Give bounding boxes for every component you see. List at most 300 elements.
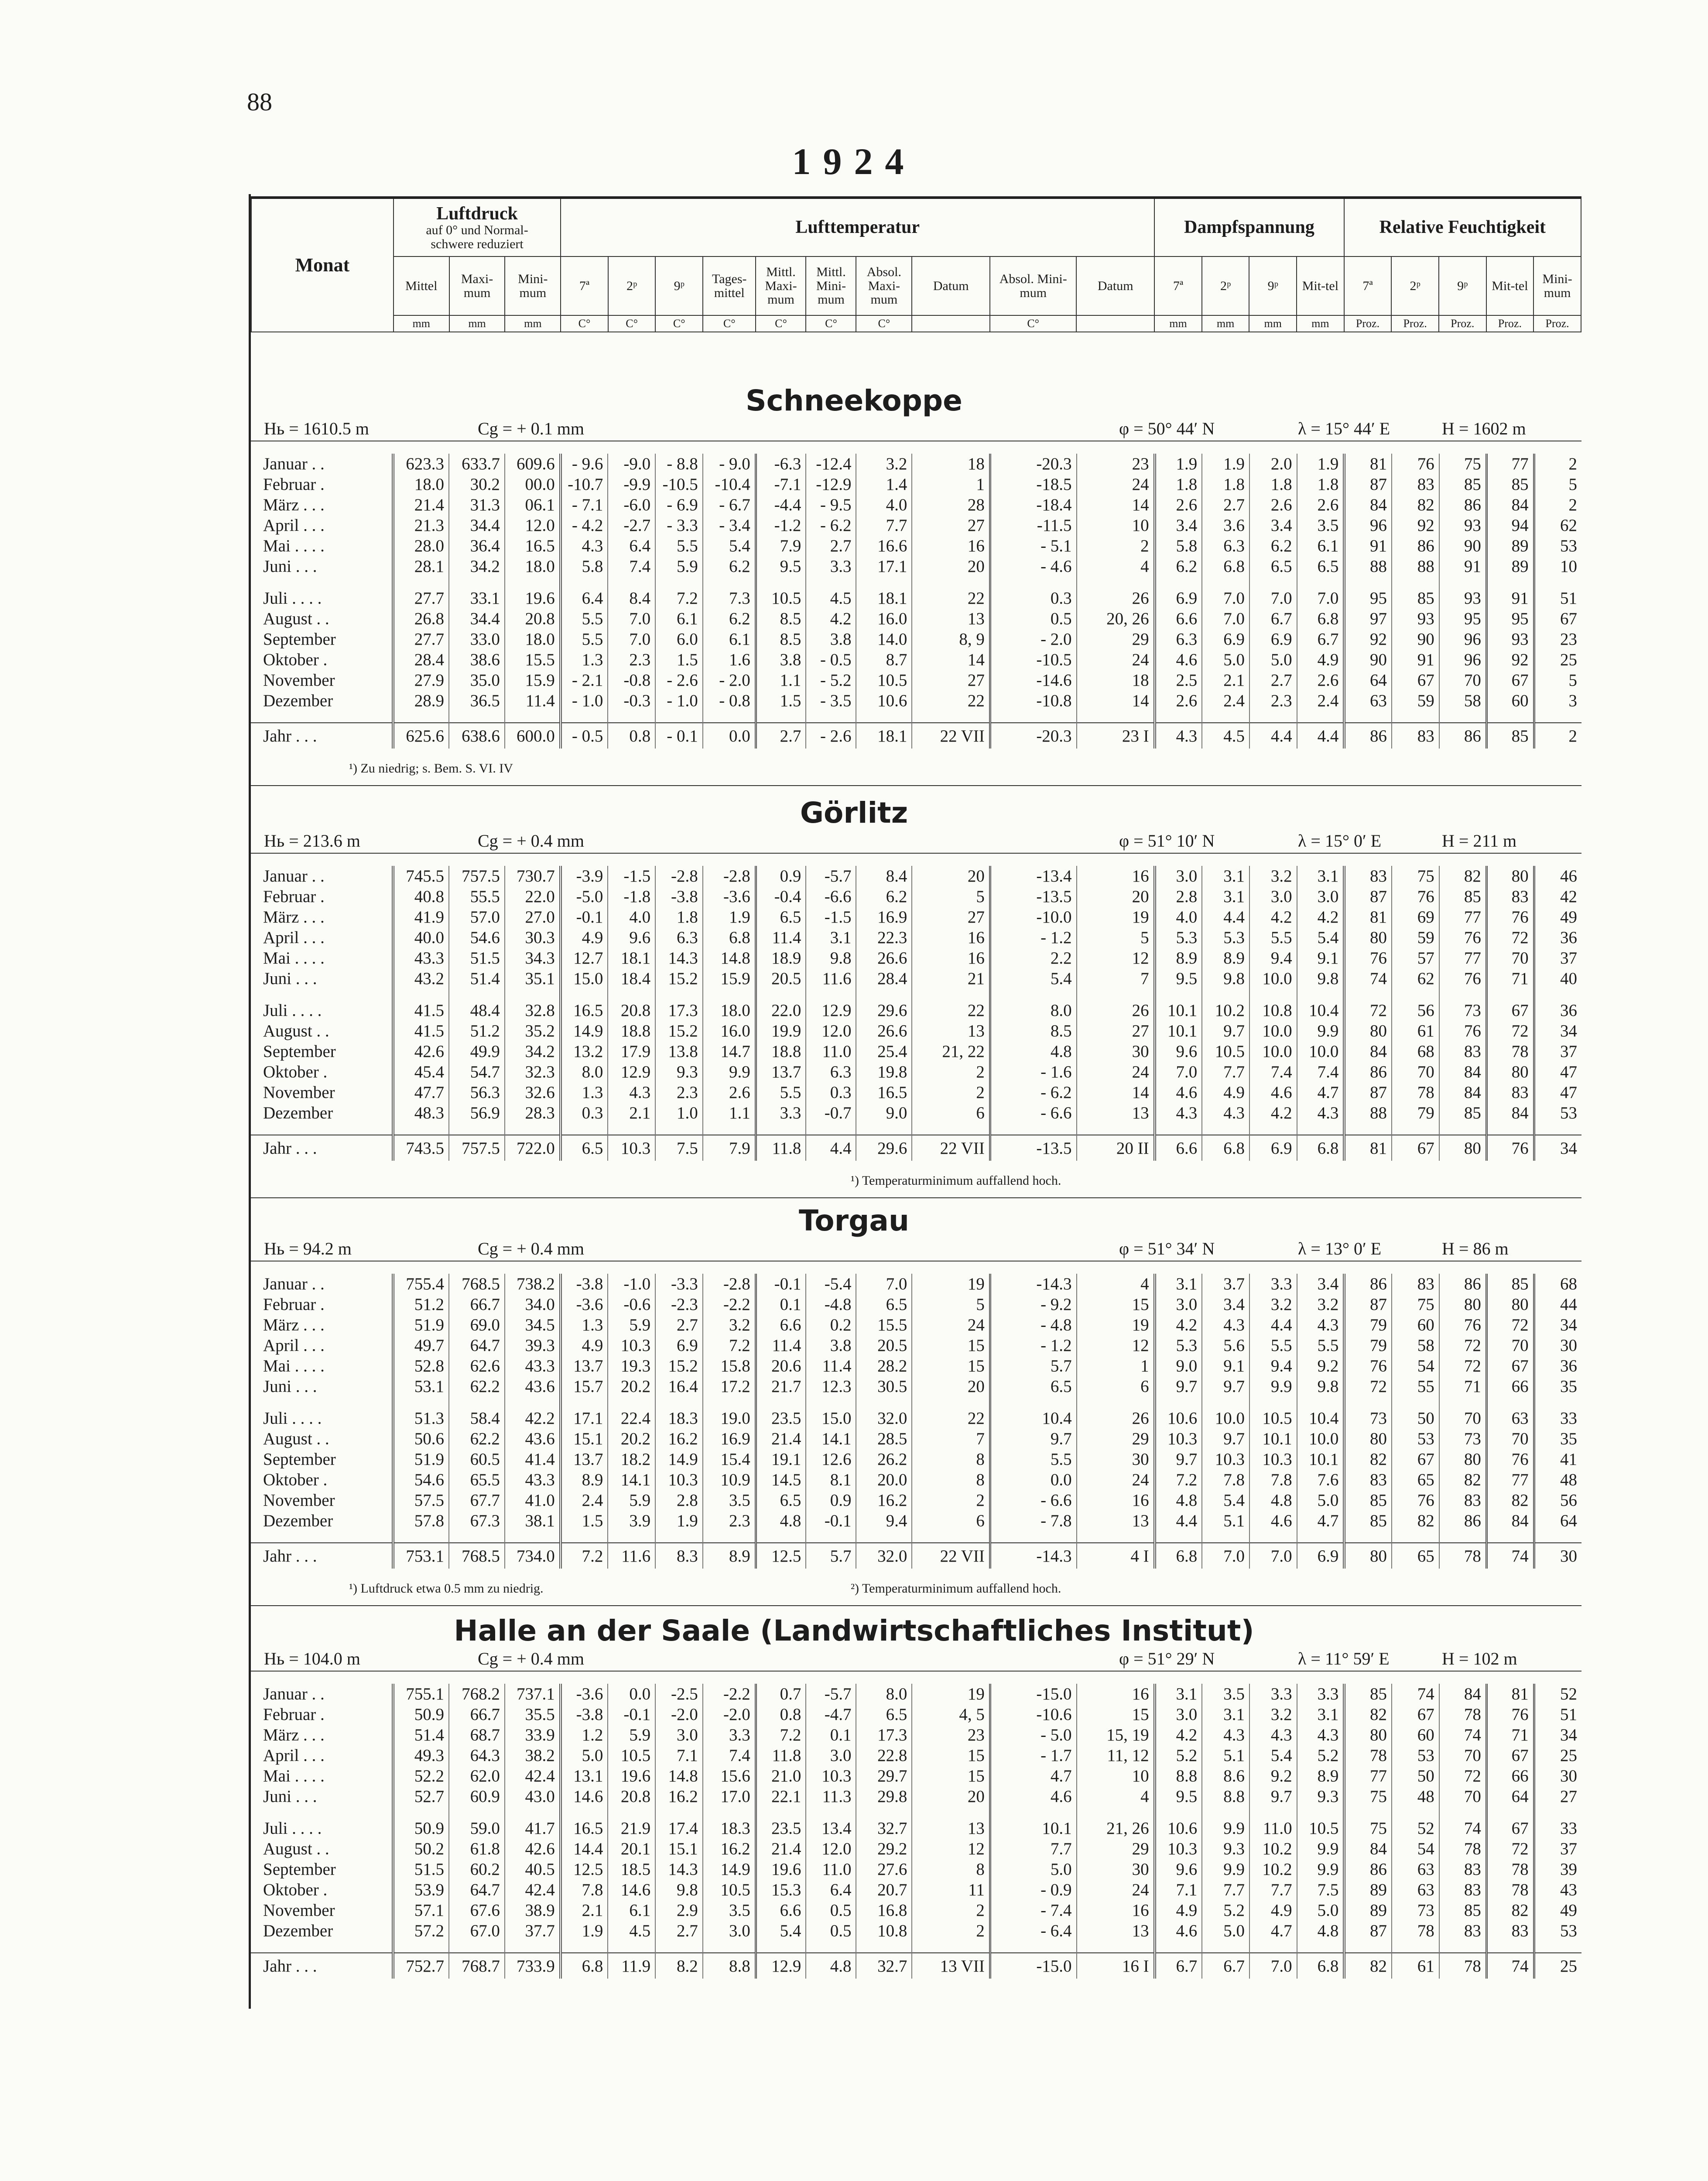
data-cell: 63 bbox=[1344, 691, 1392, 711]
table-row bbox=[251, 1041, 1581, 1062]
data-cell: 41.7 bbox=[505, 1818, 561, 1839]
data-cell: 22 VII bbox=[912, 1135, 990, 1161]
data-cell: 9.5 bbox=[1155, 968, 1202, 989]
data-cell: 6.2 bbox=[1249, 536, 1297, 556]
data-cell: 28.4 bbox=[393, 650, 449, 670]
data-cell: 3.5 bbox=[703, 1490, 756, 1511]
data-cell: 67 bbox=[1486, 1000, 1534, 1021]
data-cell: 24 bbox=[1077, 1062, 1155, 1082]
data-cell: -3.6 bbox=[561, 1294, 608, 1315]
table-row bbox=[251, 1818, 1581, 1839]
data-cell: 5.9 bbox=[655, 556, 703, 577]
data-cell: -7.1 bbox=[756, 474, 806, 495]
data-cell: 58 bbox=[1439, 691, 1487, 711]
data-cell: 32.8 bbox=[505, 1000, 561, 1021]
data-cell: 30 bbox=[1077, 1449, 1155, 1470]
data-cell: 8 bbox=[912, 1859, 990, 1880]
data-cell: 27 bbox=[912, 907, 990, 927]
data-cell: 60.2 bbox=[449, 1859, 505, 1880]
data-cell: -5.7 bbox=[806, 1684, 856, 1704]
station-h: H = 211 m bbox=[1442, 831, 1517, 851]
data-cell: 72 bbox=[1344, 1376, 1392, 1397]
data-cell: 93 bbox=[1486, 629, 1534, 650]
data-cell: 55 bbox=[1392, 1376, 1439, 1397]
data-cell: 83 bbox=[1439, 1859, 1487, 1880]
data-cell: 10.5 bbox=[1249, 1408, 1297, 1429]
data-cell: 10.4 bbox=[1297, 1408, 1345, 1429]
data-cell: 6.5 bbox=[756, 907, 806, 927]
data-cell: 8, 9 bbox=[912, 629, 990, 650]
table-row bbox=[251, 588, 1581, 608]
data-cell: 9.4 bbox=[1249, 948, 1297, 968]
month-label: August . . bbox=[263, 1839, 329, 1858]
data-cell: 35.2 bbox=[505, 1021, 561, 1041]
data-cell: 23 bbox=[1077, 454, 1155, 474]
data-cell: 79 bbox=[1344, 1335, 1392, 1356]
data-cell: 19.6 bbox=[608, 1766, 655, 1786]
data-cell: 7.0 bbox=[1202, 588, 1249, 608]
data-cell: 83 bbox=[1344, 866, 1392, 886]
data-cell: 1.3 bbox=[561, 1315, 608, 1335]
data-cell: 81 bbox=[1344, 907, 1392, 927]
data-cell: 72 bbox=[1486, 1021, 1534, 1041]
data-cell: 32.6 bbox=[505, 1082, 561, 1103]
data-cell: 16.5 bbox=[561, 1000, 608, 1021]
table-row bbox=[251, 608, 1581, 629]
data-cell: 42.6 bbox=[505, 1839, 561, 1859]
data-cell: -3.8 bbox=[561, 1704, 608, 1725]
data-cell: 5.3 bbox=[1155, 927, 1202, 948]
data-cell: 21.4 bbox=[756, 1429, 806, 1449]
data-cell: 12 bbox=[1077, 1335, 1155, 1356]
month-label: Februar . bbox=[263, 887, 325, 906]
data-cell: 34.4 bbox=[449, 515, 505, 536]
data-cell: 0.0 bbox=[703, 723, 756, 749]
header-lufttemperatur: Lufttemperatur bbox=[561, 198, 1154, 256]
data-cell: 2.8 bbox=[1155, 886, 1202, 907]
data-cell: 76 bbox=[1344, 948, 1392, 968]
station-hb: Hь = 94.2 m bbox=[264, 1239, 352, 1258]
data-cell: 51.5 bbox=[393, 1859, 449, 1880]
data-cell: 4.2 bbox=[1249, 1103, 1297, 1123]
data-cell: 13.1 bbox=[561, 1766, 608, 1786]
data-cell: - 9.5 bbox=[806, 495, 856, 515]
data-cell: 76 bbox=[1486, 907, 1534, 927]
data-cell: 28 bbox=[912, 495, 990, 515]
data-cell: 12.5 bbox=[756, 1543, 806, 1569]
data-cell: 13 bbox=[912, 1021, 990, 1041]
data-cell: 64 bbox=[1486, 1786, 1534, 1807]
data-cell: 5.4 bbox=[1249, 1745, 1297, 1766]
data-cell: 7.0 bbox=[608, 608, 655, 629]
data-cell: 745.5 bbox=[393, 866, 449, 886]
data-cell: 12.0 bbox=[806, 1839, 856, 1859]
data-cell: 5.5 bbox=[990, 1449, 1076, 1470]
data-cell: 16.5 bbox=[561, 1818, 608, 1839]
station-title: Halle an der Saale (Landwirtschaftliches Institut) bbox=[454, 1614, 1254, 1648]
data-cell: 35 bbox=[1534, 1376, 1581, 1397]
data-cell: 6.7 bbox=[1155, 1953, 1202, 1979]
data-cell: 737.1 bbox=[505, 1684, 561, 1704]
station-data-table bbox=[251, 1684, 1581, 1979]
data-cell: 10.0 bbox=[1249, 968, 1297, 989]
data-cell: -12.4 bbox=[806, 454, 856, 474]
data-cell: 52.2 bbox=[393, 1766, 449, 1786]
data-cell: 20.1 bbox=[608, 1839, 655, 1859]
data-cell: 11.0 bbox=[806, 1859, 856, 1880]
data-cell: 768.7 bbox=[449, 1953, 505, 1979]
data-cell: 6.6 bbox=[756, 1900, 806, 1921]
data-cell: 89 bbox=[1344, 1900, 1392, 1921]
column-header-cell: Mittel bbox=[394, 256, 449, 315]
data-cell: 9.8 bbox=[1297, 968, 1345, 989]
data-cell: 5.7 bbox=[806, 1543, 856, 1569]
data-cell: 20.5 bbox=[756, 968, 806, 989]
table-row bbox=[251, 907, 1581, 927]
data-cell: -5.0 bbox=[561, 886, 608, 907]
data-cell: 29 bbox=[1077, 629, 1155, 650]
data-cell: 49 bbox=[1534, 907, 1581, 927]
data-cell: 53 bbox=[1534, 536, 1581, 556]
data-cell: 78 bbox=[1439, 1704, 1487, 1725]
data-cell: 64.3 bbox=[449, 1745, 505, 1766]
data-cell: 43 bbox=[1534, 1880, 1581, 1900]
data-cell: 62 bbox=[1534, 515, 1581, 536]
data-cell: -3.6 bbox=[561, 1684, 608, 1704]
data-cell: 15.1 bbox=[561, 1429, 608, 1449]
data-cell: 7.4 bbox=[608, 556, 655, 577]
data-cell: -18.5 bbox=[990, 474, 1076, 495]
data-cell: 6.3 bbox=[1202, 536, 1249, 556]
data-cell: 83 bbox=[1344, 1470, 1392, 1490]
data-cell: 3.1 bbox=[806, 927, 856, 948]
data-cell: 15.0 bbox=[806, 1408, 856, 1429]
data-cell: 9.0 bbox=[1155, 1356, 1202, 1376]
data-cell: 17.1 bbox=[856, 556, 912, 577]
data-cell: 6.3 bbox=[806, 1062, 856, 1082]
table-row bbox=[251, 1684, 1581, 1704]
data-cell: 54.6 bbox=[393, 1470, 449, 1490]
footnote: ¹) Zu niedrig; s. Bem. S. VI. IV bbox=[349, 761, 513, 776]
data-cell: 4.5 bbox=[806, 588, 856, 608]
data-cell: 5.9 bbox=[608, 1315, 655, 1335]
data-cell: 49.9 bbox=[449, 1041, 505, 1062]
data-cell: 6.8 bbox=[1202, 1135, 1249, 1161]
data-cell: -3.6 bbox=[703, 886, 756, 907]
data-cell: 76 bbox=[1392, 454, 1439, 474]
data-cell: 16 bbox=[1077, 1684, 1155, 1704]
data-cell: 3.2 bbox=[856, 454, 912, 474]
data-cell: 78 bbox=[1439, 1839, 1487, 1859]
data-cell: 56 bbox=[1534, 1490, 1581, 1511]
data-cell: 53.9 bbox=[393, 1880, 449, 1900]
column-unit-cell: Proz. bbox=[1439, 315, 1486, 332]
month-label: Juni . . . bbox=[263, 557, 317, 576]
station-meta bbox=[251, 1649, 1581, 1672]
data-cell: 8.5 bbox=[756, 629, 806, 650]
data-cell: 10.6 bbox=[1155, 1408, 1202, 1429]
data-cell: 42.6 bbox=[393, 1041, 449, 1062]
data-cell: 10.1 bbox=[1297, 1449, 1345, 1470]
data-cell: 53 bbox=[1534, 1921, 1581, 1941]
data-cell: 19 bbox=[1077, 1315, 1155, 1335]
data-cell: 4.3 bbox=[1249, 1725, 1297, 1745]
data-cell: 63 bbox=[1486, 1408, 1534, 1429]
data-cell: - 1.7 bbox=[990, 1745, 1076, 1766]
data-cell: 6.8 bbox=[561, 1953, 608, 1979]
data-cell: 38.9 bbox=[505, 1900, 561, 1921]
data-cell: 10.1 bbox=[1155, 1000, 1202, 1021]
data-cell: 0.8 bbox=[756, 1704, 806, 1725]
data-cell: 34.4 bbox=[449, 608, 505, 629]
data-cell: -0.4 bbox=[756, 886, 806, 907]
data-cell: 3.1 bbox=[1202, 1704, 1249, 1725]
data-cell: 86 bbox=[1439, 1274, 1487, 1294]
data-cell: -2.0 bbox=[703, 1704, 756, 1725]
data-cell: 86 bbox=[1392, 536, 1439, 556]
data-cell: 41.0 bbox=[505, 1490, 561, 1511]
data-cell: 22 bbox=[912, 1408, 990, 1429]
data-cell: 2.6 bbox=[1155, 495, 1202, 515]
data-cell: 70 bbox=[1439, 670, 1487, 691]
data-cell: - 8.8 bbox=[655, 454, 703, 474]
data-cell: 2.6 bbox=[703, 1082, 756, 1103]
data-cell: 30.3 bbox=[505, 927, 561, 948]
month-label: August . . bbox=[263, 1022, 329, 1040]
table-row bbox=[251, 691, 1581, 711]
month-label: Dezember bbox=[263, 1104, 333, 1122]
station-cg: Cg = + 0.4 mm bbox=[478, 831, 585, 851]
data-cell: 16.2 bbox=[655, 1786, 703, 1807]
data-cell: 85 bbox=[1439, 886, 1487, 907]
data-cell: 59 bbox=[1392, 691, 1439, 711]
station-lam: λ = 11° 59′ E bbox=[1298, 1649, 1390, 1668]
month-label: April . . . bbox=[263, 1336, 325, 1355]
data-cell: 78 bbox=[1486, 1041, 1534, 1062]
data-cell: 8.9 bbox=[561, 1470, 608, 1490]
data-cell: 37 bbox=[1534, 1839, 1581, 1859]
data-cell: 28.4 bbox=[856, 968, 912, 989]
data-cell: 10 bbox=[1077, 1766, 1155, 1786]
data-cell: 9.9 bbox=[1297, 1839, 1345, 1859]
data-cell: 15.4 bbox=[703, 1449, 756, 1470]
data-cell: 6.9 bbox=[1202, 629, 1249, 650]
month-label: November bbox=[263, 1083, 335, 1102]
data-cell: 6.4 bbox=[806, 1880, 856, 1900]
data-cell: 71 bbox=[1486, 1725, 1534, 1745]
column-unit-cell: Proz. bbox=[1391, 315, 1439, 332]
data-cell: 34.0 bbox=[505, 1294, 561, 1315]
station-phi: φ = 51° 10′ N bbox=[1119, 831, 1215, 851]
month-label: Januar . . bbox=[263, 1275, 325, 1293]
data-cell: 11.4 bbox=[505, 691, 561, 711]
data-cell: 20.2 bbox=[608, 1429, 655, 1449]
data-cell: 91 bbox=[1344, 536, 1392, 556]
data-cell: 14.1 bbox=[806, 1429, 856, 1449]
data-cell: 32.0 bbox=[856, 1543, 912, 1569]
data-cell: 20 II bbox=[1077, 1135, 1155, 1161]
data-cell: 32.3 bbox=[505, 1062, 561, 1082]
data-cell: 85 bbox=[1439, 1900, 1487, 1921]
data-cell: 15.9 bbox=[505, 670, 561, 691]
data-cell: 53 bbox=[1392, 1745, 1439, 1766]
data-cell: 2.1 bbox=[608, 1103, 655, 1123]
data-cell: 623.3 bbox=[393, 454, 449, 474]
month-label: Juni . . . bbox=[263, 1787, 317, 1806]
data-cell: 5.5 bbox=[1249, 927, 1297, 948]
data-cell: 10.2 bbox=[1202, 1000, 1249, 1021]
data-cell: 72 bbox=[1344, 1000, 1392, 1021]
data-cell: 10.3 bbox=[608, 1335, 655, 1356]
data-cell: 20, 26 bbox=[1077, 608, 1155, 629]
data-cell: 4.9 bbox=[561, 927, 608, 948]
data-cell: - 0.9 bbox=[990, 1880, 1076, 1900]
data-cell: 6.7 bbox=[1202, 1953, 1249, 1979]
data-cell: 70 bbox=[1392, 1062, 1439, 1082]
data-cell: 16 bbox=[912, 948, 990, 968]
data-cell: - 7.8 bbox=[990, 1511, 1076, 1531]
data-cell: 63 bbox=[1392, 1859, 1439, 1880]
data-cell: - 4.6 bbox=[990, 556, 1076, 577]
data-cell: 29.6 bbox=[856, 1135, 912, 1161]
data-cell: 62.6 bbox=[449, 1356, 505, 1376]
data-cell: 87 bbox=[1344, 1082, 1392, 1103]
data-cell: 37 bbox=[1534, 948, 1581, 968]
data-cell: 7.1 bbox=[655, 1745, 703, 1766]
data-cell: 1.8 bbox=[1202, 474, 1249, 495]
data-cell: 33 bbox=[1534, 1408, 1581, 1429]
table-row bbox=[251, 866, 1581, 886]
data-cell: 93 bbox=[1439, 588, 1487, 608]
data-cell: 625.6 bbox=[393, 723, 449, 749]
data-cell: - 1.0 bbox=[561, 691, 608, 711]
data-cell: 14.9 bbox=[703, 1859, 756, 1880]
data-cell: 53.1 bbox=[393, 1376, 449, 1397]
data-cell: 0.3 bbox=[990, 588, 1076, 608]
data-cell: 67 bbox=[1392, 1449, 1439, 1470]
table-row bbox=[251, 1408, 1581, 1429]
data-cell: 74 bbox=[1344, 968, 1392, 989]
data-cell: 16 bbox=[1077, 866, 1155, 886]
table-row bbox=[251, 886, 1581, 907]
station-lam: λ = 13° 0′ E bbox=[1298, 1239, 1382, 1258]
data-cell: 20 bbox=[912, 866, 990, 886]
data-cell: 5 bbox=[1534, 474, 1581, 495]
data-cell: 10.5 bbox=[608, 1745, 655, 1766]
table-row bbox=[251, 927, 1581, 948]
data-cell: 757.5 bbox=[449, 1135, 505, 1161]
data-cell: 86 bbox=[1439, 1511, 1487, 1531]
data-cell: 8.5 bbox=[756, 608, 806, 629]
data-cell: 82 bbox=[1439, 1470, 1487, 1490]
month-label: Jahr . . . bbox=[251, 723, 393, 749]
station-meta bbox=[251, 1239, 1581, 1261]
data-cell: 7.0 bbox=[856, 1274, 912, 1294]
station-data-table bbox=[251, 1274, 1581, 1569]
data-cell: 25 bbox=[1534, 1745, 1581, 1766]
table-row bbox=[251, 1000, 1581, 1021]
data-cell: 34 bbox=[1534, 1725, 1581, 1745]
data-cell: 80 bbox=[1486, 1294, 1534, 1315]
data-cell: 9.6 bbox=[1155, 1859, 1202, 1880]
data-cell: 8.9 bbox=[703, 1543, 756, 1569]
table-row bbox=[251, 968, 1581, 989]
data-cell: 30 bbox=[1077, 1041, 1155, 1062]
annual-row bbox=[251, 723, 1581, 749]
data-cell: 3.7 bbox=[1202, 1274, 1249, 1294]
data-cell: 11.4 bbox=[756, 1335, 806, 1356]
data-cell: 6.7 bbox=[1249, 608, 1297, 629]
data-cell: 14.6 bbox=[608, 1880, 655, 1900]
data-cell: 68 bbox=[1392, 1041, 1439, 1062]
data-cell: -2.8 bbox=[703, 866, 756, 886]
data-cell: 0.0 bbox=[990, 1470, 1076, 1490]
data-cell: 9.3 bbox=[1202, 1839, 1249, 1859]
data-cell: 78 bbox=[1439, 1953, 1487, 1979]
column-header-cell: Mit-tel bbox=[1486, 256, 1534, 315]
data-cell: 15.5 bbox=[505, 650, 561, 670]
data-cell: 2.3 bbox=[655, 1082, 703, 1103]
data-cell: 74 bbox=[1486, 1543, 1534, 1569]
data-cell: 90 bbox=[1344, 650, 1392, 670]
data-cell: 67 bbox=[1486, 1356, 1534, 1376]
data-cell: 5.8 bbox=[1155, 536, 1202, 556]
data-cell: 42.4 bbox=[505, 1766, 561, 1786]
data-cell: 1.4 bbox=[856, 474, 912, 495]
data-cell: 65.5 bbox=[449, 1470, 505, 1490]
data-cell: 18.1 bbox=[856, 723, 912, 749]
data-cell: 56 bbox=[1392, 1000, 1439, 1021]
data-cell: 4.8 bbox=[990, 1041, 1076, 1062]
data-cell: 85 bbox=[1486, 723, 1534, 749]
data-cell: 1.5 bbox=[756, 691, 806, 711]
data-cell: 8.1 bbox=[806, 1470, 856, 1490]
data-cell: 3.4 bbox=[1297, 1274, 1345, 1294]
data-cell: 91 bbox=[1486, 588, 1534, 608]
station-h: H = 1602 m bbox=[1442, 419, 1526, 438]
data-cell: 6.8 bbox=[1297, 1953, 1345, 1979]
data-cell: 15 bbox=[1077, 1704, 1155, 1725]
data-cell: 6.3 bbox=[1155, 629, 1202, 650]
data-cell: 51.9 bbox=[393, 1449, 449, 1470]
data-cell: 4.3 bbox=[1202, 1103, 1249, 1123]
table-row bbox=[251, 1745, 1581, 1766]
data-cell: -1.5 bbox=[608, 866, 655, 886]
data-cell: 10.8 bbox=[856, 1921, 912, 1941]
data-cell: 18.3 bbox=[703, 1818, 756, 1839]
data-cell: 16.9 bbox=[856, 907, 912, 927]
data-cell: 8.8 bbox=[1155, 1766, 1202, 1786]
month-label: April . . . bbox=[263, 516, 325, 535]
data-cell: 3.4 bbox=[1202, 1294, 1249, 1315]
data-cell: 83 bbox=[1392, 474, 1439, 495]
data-cell: 67 bbox=[1392, 1135, 1439, 1161]
data-cell: 10.6 bbox=[1155, 1818, 1202, 1839]
data-cell: 29 bbox=[1077, 1839, 1155, 1859]
data-cell: -10.6 bbox=[990, 1704, 1076, 1725]
data-cell: 22 VII bbox=[912, 1543, 990, 1569]
data-cell: 95 bbox=[1344, 588, 1392, 608]
data-cell: 12.9 bbox=[806, 1000, 856, 1021]
data-cell: 25 bbox=[1534, 650, 1581, 670]
data-cell: 2.1 bbox=[1202, 670, 1249, 691]
data-cell: 80 bbox=[1486, 1062, 1534, 1082]
data-cell: 0.7 bbox=[756, 1684, 806, 1704]
data-cell: 77 bbox=[1439, 948, 1487, 968]
data-cell: 4.3 bbox=[608, 1082, 655, 1103]
data-cell: 5.9 bbox=[608, 1490, 655, 1511]
data-cell: 62.2 bbox=[449, 1429, 505, 1449]
